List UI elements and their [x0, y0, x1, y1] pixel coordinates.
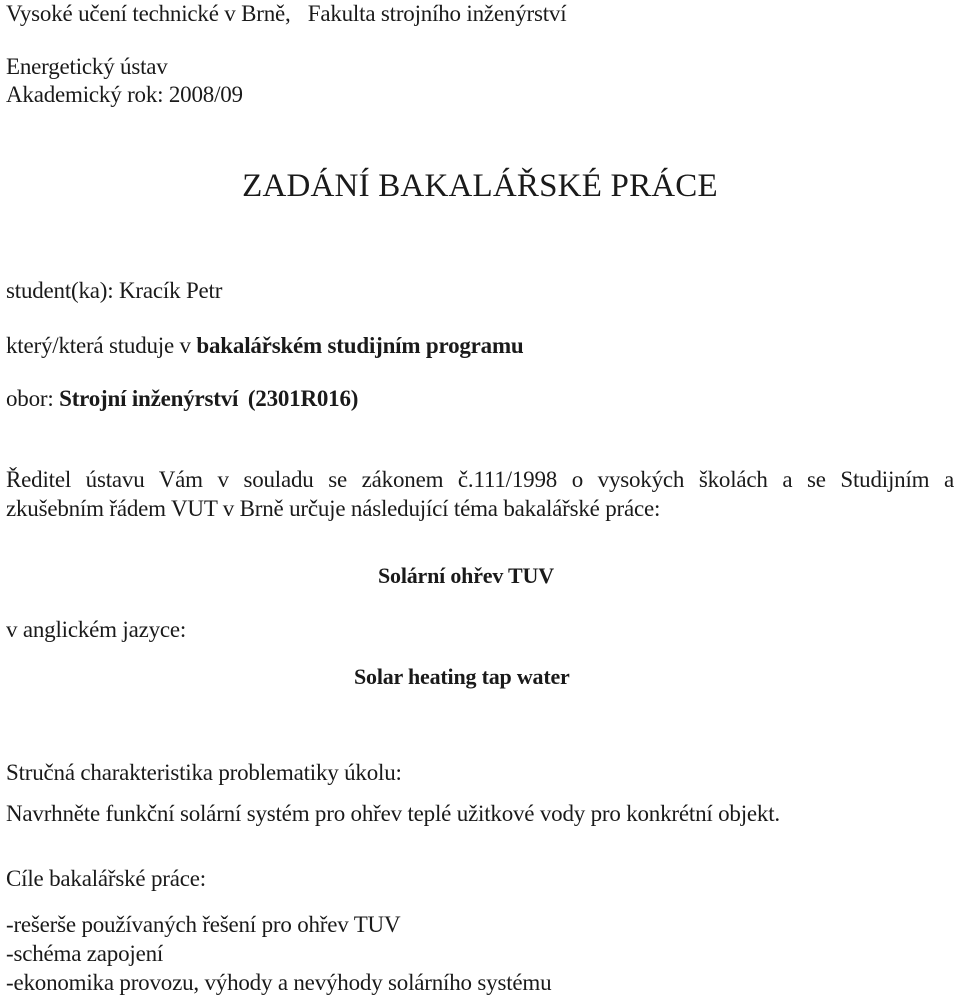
field-line	[6, 385, 358, 413]
goals-label: Cíle bakalářské práce:	[6, 866, 206, 891]
academic-year: Akademický rok: 2008/09	[6, 82, 243, 107]
student-label: student(ka):	[6, 278, 120, 303]
student-name: Kracík Petr	[119, 278, 223, 303]
english-label: v anglickém jazyce:	[6, 617, 187, 642]
characteristics-text: Navrhněte funkční solární systém pro ohřev teplé užitkové vody pro konkrétní objekt.	[6, 801, 780, 826]
department-name: Energetický ústav	[6, 54, 168, 79]
goals-item: -schéma zapojení	[6, 941, 164, 966]
program-name: bakalářském studijním programu	[196, 333, 524, 358]
goals-item: -ekonomika provozu, výhody a nevýhody solárního systému	[6, 970, 552, 995]
characteristics-label: Stručná charakteristika problematiky úkolu:	[6, 760, 402, 785]
institution-header	[6, 0, 566, 28]
directive-line-2: zkušebním řádem VUT v Brně určuje následující téma bakalářské práce:	[6, 496, 661, 521]
program-line	[6, 332, 524, 360]
topic-english: Solar heating tap water	[354, 664, 570, 689]
document-title: ZADÁNÍ BAKALÁŘSKÉ PRÁCE	[242, 168, 718, 204]
goals-item: -rešerše používaných řešení pro ohřev TUV	[6, 912, 401, 937]
directive-line-1: Ředitel ústavu Vám v souladu se zákonem č.111/1998 o vysokých školách a se Studijním a	[6, 467, 954, 492]
field-label: obor:	[6, 386, 60, 411]
field-code: (2301R016)	[247, 386, 359, 411]
student-line	[6, 277, 222, 305]
field-name: Strojní inženýrství	[59, 386, 239, 411]
faculty-name: Fakulta strojního inženýrství	[307, 1, 567, 26]
institution-name: Vysoké učení technické v Brně,	[6, 1, 291, 26]
program-prefix: který/která studuje v	[6, 333, 197, 358]
topic-czech: Solární ohřev TUV	[378, 563, 554, 588]
